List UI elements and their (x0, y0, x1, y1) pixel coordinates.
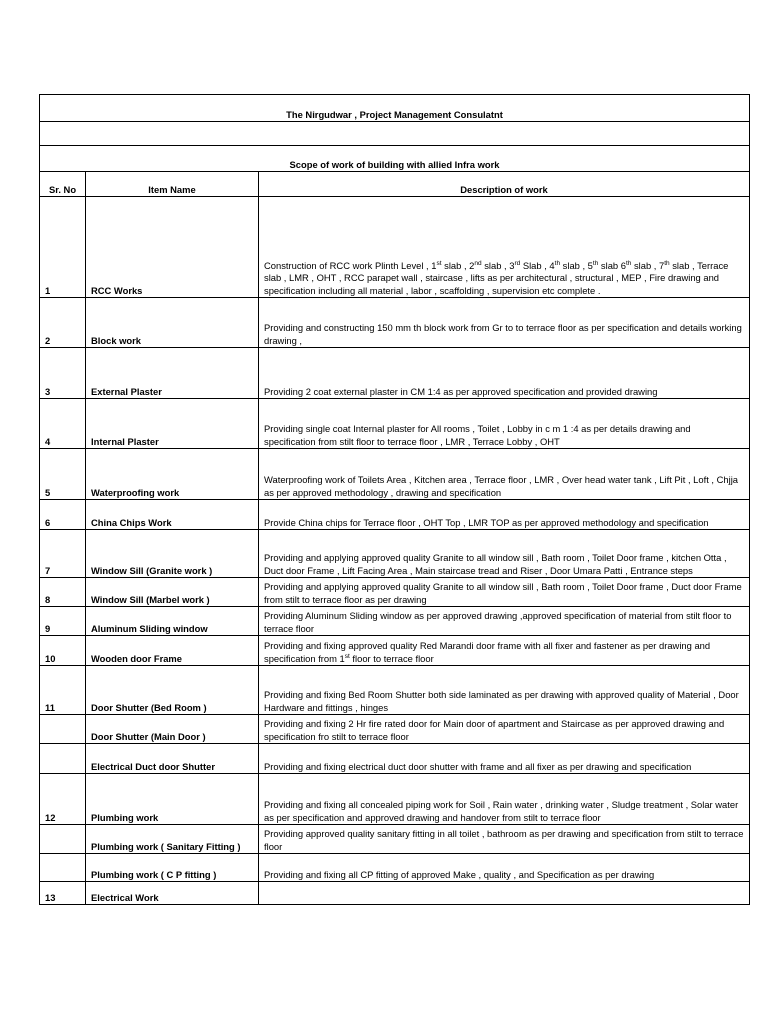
table-row (40, 530, 750, 578)
description-cell: Providing and constructing 150 mm th block work from Gr to to terrace floor as per specification and details working drawing , (259, 298, 750, 348)
description-cell: Providing and fixing 2 Hr fire rated door for Main door of apartment and Staircase as per approved drawing and specification fro stilt to terrace floor (259, 715, 750, 744)
description-cell (259, 882, 750, 905)
table-row (40, 882, 750, 905)
item-name-cell: Door Shutter (Bed Room ) (86, 666, 259, 715)
item-name-cell: Wooden door Frame (86, 636, 259, 666)
subtitle-row (40, 146, 750, 172)
sr-no-cell: 12 (40, 774, 86, 825)
table-row (40, 348, 750, 399)
description-cell: Provide China chips for Terrace floor , OHT Top , LMR TOP as per approved methodology and specification (259, 500, 750, 530)
scope-of-work-table (39, 94, 750, 905)
description-cell: Providing 2 coat external plaster in CM 1:4 as per approved specification and provided drawing (259, 348, 750, 399)
item-name-cell: Window Sill (Granite work ) (86, 530, 259, 578)
description-cell: Providing and fixing all concealed piping work for Soil , Rain water , drinking water , Sludge treatment , Solar water as per specification and approved drawing and handover from stilt to terrace floor (259, 774, 750, 825)
description-cell: Providing and applying approved quality Granite to all window sill , Bath room , Toilet Door frame , kitchen Otta , Duct door Frame , Lift Facing Area , Main staircase tread and Riser , Door Umara Patti , Entrance steps (259, 530, 750, 578)
table-row (40, 854, 750, 882)
sr-no-cell: 3 (40, 348, 86, 399)
item-name-cell: Plumbing work (86, 774, 259, 825)
header-item-name: Item Name (86, 172, 259, 197)
sr-no-cell: 9 (40, 607, 86, 636)
description-cell: Waterproofing work of Toilets Area , Kitchen area , Terrace floor , LMR , Over head water tank , Lift Pit , Loft , Chjja as per approved methodology , drawing and specification (259, 449, 750, 500)
scope-subtitle: Scope of work of building with allied Infra work (40, 146, 750, 172)
description-cell: Providing approved quality sanitary fitting in all toilet , bathroom as per drawing and specification from stilt to terrace floor (259, 825, 750, 854)
sr-no-cell: 4 (40, 399, 86, 449)
table-row (40, 500, 750, 530)
sr-no-cell: 10 (40, 636, 86, 666)
table-row (40, 197, 750, 298)
item-name-cell: Waterproofing work (86, 449, 259, 500)
item-name-cell: Block work (86, 298, 259, 348)
item-name-cell: China Chips Work (86, 500, 259, 530)
table-row (40, 744, 750, 774)
sr-no-cell: 7 (40, 530, 86, 578)
header-sr-no: Sr. No (40, 172, 86, 197)
sr-no-cell: 11 (40, 666, 86, 715)
item-name-cell: Aluminum Sliding window (86, 607, 259, 636)
sr-no-cell: 5 (40, 449, 86, 500)
sr-no-cell: 8 (40, 578, 86, 607)
sr-no-cell (40, 825, 86, 854)
header-description: Description of work (259, 172, 750, 197)
table-row (40, 578, 750, 607)
sr-no-cell: 2 (40, 298, 86, 348)
item-name-cell: Electrical Duct door Shutter (86, 744, 259, 774)
description-cell: Providing and applying approved quality Granite to all window sill , Bath room , Toilet Door frame , Duct door Frame from stilt to terrace floor as per drawing (259, 578, 750, 607)
item-name-cell: RCC Works (86, 197, 259, 298)
table-row (40, 298, 750, 348)
sr-no-cell: 6 (40, 500, 86, 530)
description-cell: Providing and fixing approved quality Red Marandi door frame with all fixer and fastener as per drawing and specification from 1st floor to terrace floor (259, 636, 750, 666)
table-row (40, 715, 750, 744)
sr-no-cell: 13 (40, 882, 86, 905)
blank-cell (40, 122, 750, 146)
company-title: The Nirgudwar , Project Management Consulatnt (40, 95, 750, 122)
table-row (40, 449, 750, 500)
item-name-cell: External Plaster (86, 348, 259, 399)
header-row (40, 172, 750, 197)
description-cell: Providing Aluminum Sliding window as per approved drawing ,approved specification of material from stilt floor to terrace floor (259, 607, 750, 636)
table-row (40, 666, 750, 715)
sr-no-cell (40, 715, 86, 744)
table-row (40, 399, 750, 449)
table-row (40, 825, 750, 854)
table-row (40, 774, 750, 825)
title-row (40, 95, 750, 122)
sr-no-cell (40, 744, 86, 774)
item-name-cell: Internal Plaster (86, 399, 259, 449)
sr-no-cell (40, 854, 86, 882)
description-cell: Providing and fixing electrical duct door shutter with frame and all fixer as per drawing and specification (259, 744, 750, 774)
item-name-cell: Plumbing work ( C P fitting ) (86, 854, 259, 882)
sr-no-cell: 1 (40, 197, 86, 298)
description-cell: Providing and fixing all CP fitting of approved Make , quality , and Specification as per drawing (259, 854, 750, 882)
item-name-cell: Plumbing work ( Sanitary Fitting ) (86, 825, 259, 854)
description-cell: Construction of RCC work Plinth Level , 1st slab , 2nd slab , 3rd Slab , 4th slab , 5th slab 6th slab , 7th slab , Terrace slab , LMR , OHT , RCC parapet wall , staircase , lifts as per architectural , structural , MEP , Fire drawing and specification including all material , labor , scaffolding , supervision etc complete . (259, 197, 750, 298)
item-name-cell: Electrical Work (86, 882, 259, 905)
table-row (40, 607, 750, 636)
item-name-cell: Door Shutter (Main Door ) (86, 715, 259, 744)
description-cell: Providing and fixing Bed Room Shutter both side laminated as per drawing with approved quality of Material , Door Hardware and fittings , hinges (259, 666, 750, 715)
item-name-cell: Window Sill (Marbel work ) (86, 578, 259, 607)
description-cell: Providing single coat Internal plaster for All rooms , Toilet , Lobby in c m 1 :4 as per details drawing and specification from stilt floor to terrace floor , LMR , Terrace Lobby , OHT (259, 399, 750, 449)
blank-row (40, 122, 750, 146)
table-row (40, 636, 750, 666)
